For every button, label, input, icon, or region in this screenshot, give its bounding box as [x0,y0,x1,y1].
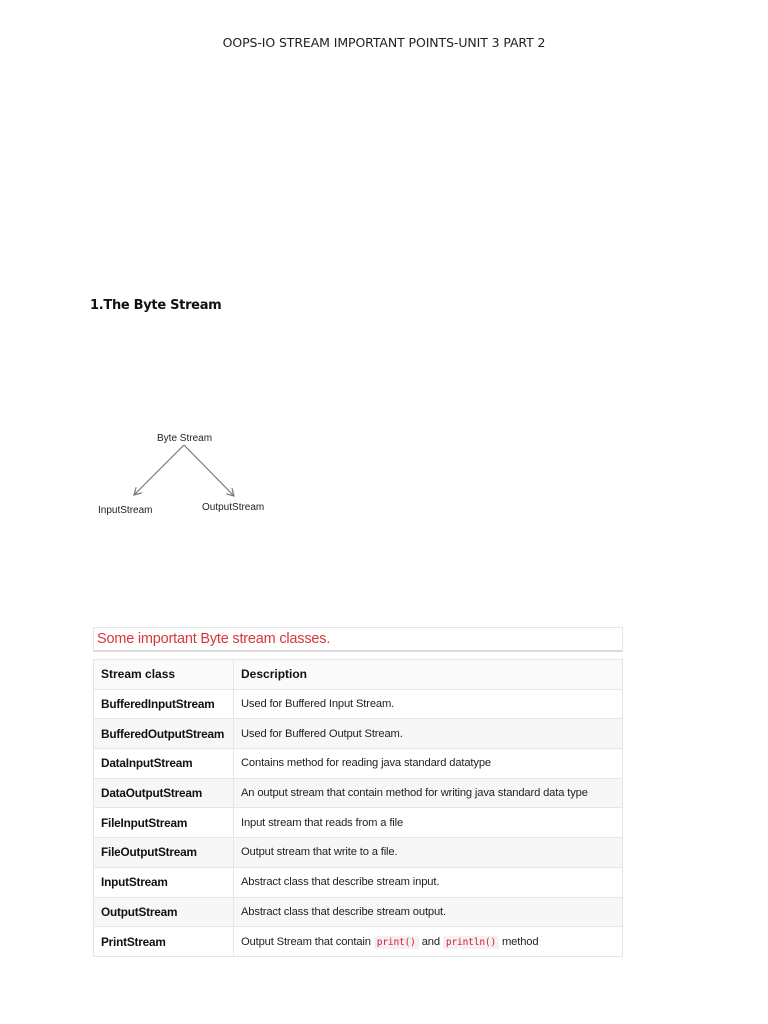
table-row [94,808,623,838]
description-cell: Input stream that reads from a file [234,808,623,838]
stream-class-cell: PrintStream [94,927,234,957]
stream-class-cell: DataInputStream [94,749,234,779]
arrow-to-inputstream [134,445,184,495]
stream-class-cell: FileOutputStream [94,838,234,868]
stream-class-cell: BufferedInputStream [94,689,234,719]
description-text: method [499,935,539,948]
description-cell: Contains method for reading java standard datatype [234,749,623,779]
stream-class-cell: FileInputStream [94,808,234,838]
code-print: print() [374,936,419,949]
page-header: OOPS-IO STREAM IMPORTANT POINTS-UNIT 3 PART 2 [222,35,546,50]
table-caption: Some important Byte stream classes. [93,627,623,652]
table-row [94,927,623,957]
stream-class-cell: InputStream [94,867,234,897]
stream-class-cell: DataOutputStream [94,778,234,808]
section-heading: 1.The Byte Stream [90,298,222,313]
description-cell: Used for Buffered Input Stream. [234,689,623,719]
description-cell: Used for Buffered Output Stream. [234,719,623,749]
table-row [94,689,623,719]
table-row [94,719,623,749]
table-row [94,867,623,897]
table-row [94,778,623,808]
stream-class-cell: OutputStream [94,897,234,927]
table-row [94,749,623,779]
description-cell: Abstract class that describe stream input. [234,867,623,897]
arrow-to-outputstream [184,445,234,496]
table-row [94,838,623,868]
diagram-root-label: Byte Stream [157,433,213,444]
description-text: and [418,935,443,948]
description-cell [234,927,623,957]
table-row [94,897,623,927]
stream-class-cell: BufferedOutputStream [94,719,234,749]
description-text: Output Stream that contain [241,935,374,948]
byte-stream-classes-card [93,627,623,957]
byte-stream-diagram [88,428,288,528]
diagram-outputstream-label: OutputStream [202,502,265,513]
description-cell: Output stream that write to a file. [234,838,623,868]
table-header-row [94,660,623,690]
column-header-description: Description [234,660,623,690]
code-println: println() [443,936,499,949]
description-cell: Abstract class that describe stream output. [234,897,623,927]
column-header-stream-class: Stream class [94,660,234,690]
description-cell: An output stream that contain method for writing java standard data type [234,778,623,808]
diagram-inputstream-label: InputStream [98,505,153,516]
byte-stream-classes-table [93,659,623,957]
